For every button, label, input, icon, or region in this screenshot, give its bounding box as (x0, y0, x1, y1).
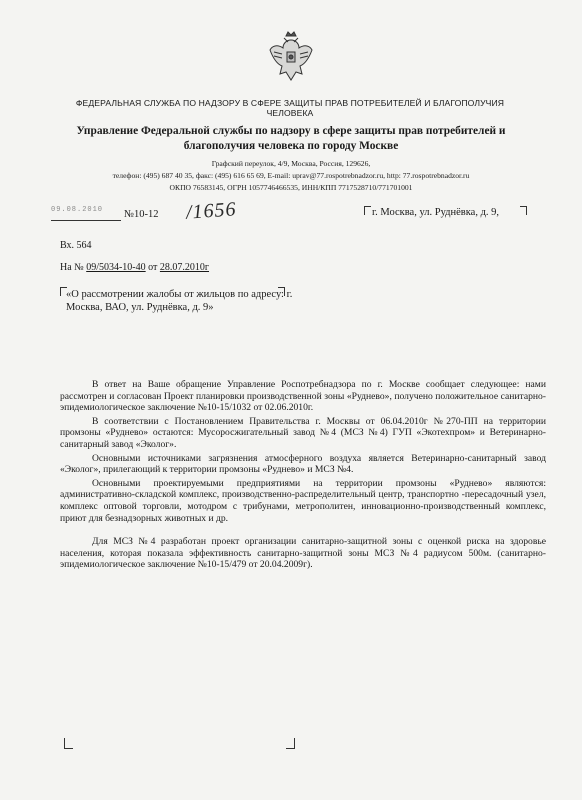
reference-between: от (148, 262, 158, 273)
address-corner-right (520, 206, 527, 215)
outgoing-number: №10-12 (124, 209, 159, 220)
postal-address: Графский переулок, 4/9, Москва, Россия, 129626, (211, 159, 371, 168)
address-corner-left (364, 206, 371, 215)
body-paragraph: В ответ на Ваше обращение Управление Роспотребнадзора по г. Москве сообщает следующее: нами рассмотрен и согласован Проект планировки производственной зоны «Руднево», получено положительное санитарно-эпидемиологическое заключение №10-15/1032 от 02.06.2010г. (60, 379, 546, 414)
reference-prefix: На № (60, 262, 84, 273)
date-stamp: 09.08.2010 (51, 206, 104, 214)
contact-block (60, 158, 522, 194)
reference-line (60, 262, 209, 273)
reference-number: 09/5034-10-40 (86, 262, 146, 273)
agency-name: ФЕДЕРАЛЬНАЯ СЛУЖБА ПО НАДЗОРУ В СФЕРЕ ЗАЩИТЫ ПРАВ ПОТРЕБИТЕЛЕЙ И БЛАГОПОЛУЧИЯ ЧЕЛОВЕКА (75, 98, 505, 118)
registry-codes: ОКПО 76583145, ОГРН 1057746466535, ИНН/КПП 7717528710/771701001 (169, 183, 413, 192)
reference-date: 28.07.2010г (159, 262, 210, 273)
body-paragraph: Основными источниками загрязнения атмосферного воздуха является Ветеринарно-санитарный завод «Эколог», прилегающий к территории промзоны «Руднево» и МСЗ №4. (60, 452, 546, 476)
recipient-address: г. Москва, ул. Руднёвка, д. 9, (372, 207, 500, 218)
footer-corner-right (286, 738, 295, 749)
footer-corner-left (64, 738, 73, 749)
letter-subject: «О рассмотрении жалобы от жильцов по адресу: г. Москва, ВАО, ул. Руднёвка, д. 9» (66, 289, 293, 313)
body-paragraph: Основными проектируемыми предприятиями на территории промзоны «Руднево» являются: административно-складской комплекс, производственно-распределительный центр, транспортно -пересадочный узел, комплекс оптовой торговли, мотодром с трибунами, метрополитен, инновационно-производственный комплекс, приют для безнадзорных животных и др. (60, 477, 546, 524)
incoming-number: Вх. 564 (60, 240, 92, 251)
coat-of-arms-icon (268, 30, 314, 88)
body-paragraph: Для МСЗ №4 разработан проект организации санитарно-защитной зоны с оценкой риска на здоровье населения, которая показала эффективность санитарно-защитной зоны МСЗ №4 радиусом 500м. (санитарно-эпидемиологическое заключение №10-15/479 от 20.04.2009г). (60, 536, 546, 571)
phone-email-line: телефон: (495) 687 40 35, факс: (495) 616 65 69, E-mail: uprav@77.rospotrebnadzor.ru, http: 77.rospotrebnadzor.ru (112, 171, 470, 180)
subject-corner-right (278, 287, 285, 296)
handwritten-number: /1656 (185, 198, 238, 224)
letter-body (60, 379, 546, 573)
date-line (51, 220, 121, 221)
department-name: Управление Федеральной службы по надзору в сфере защиты прав потребителей и благополучия человека по городу Москве (76, 125, 506, 152)
body-paragraph: В соответствии с Постановлением Правительства г. Москвы от 06.04.2010г №270-ПП на территории промзоны «Руднево» остаются: Мусоросжигательный завод №4 (МСЗ №4) ГУП «Экотехпром» и Ветеринарно-санитарный завод «Эколог». (60, 415, 546, 450)
